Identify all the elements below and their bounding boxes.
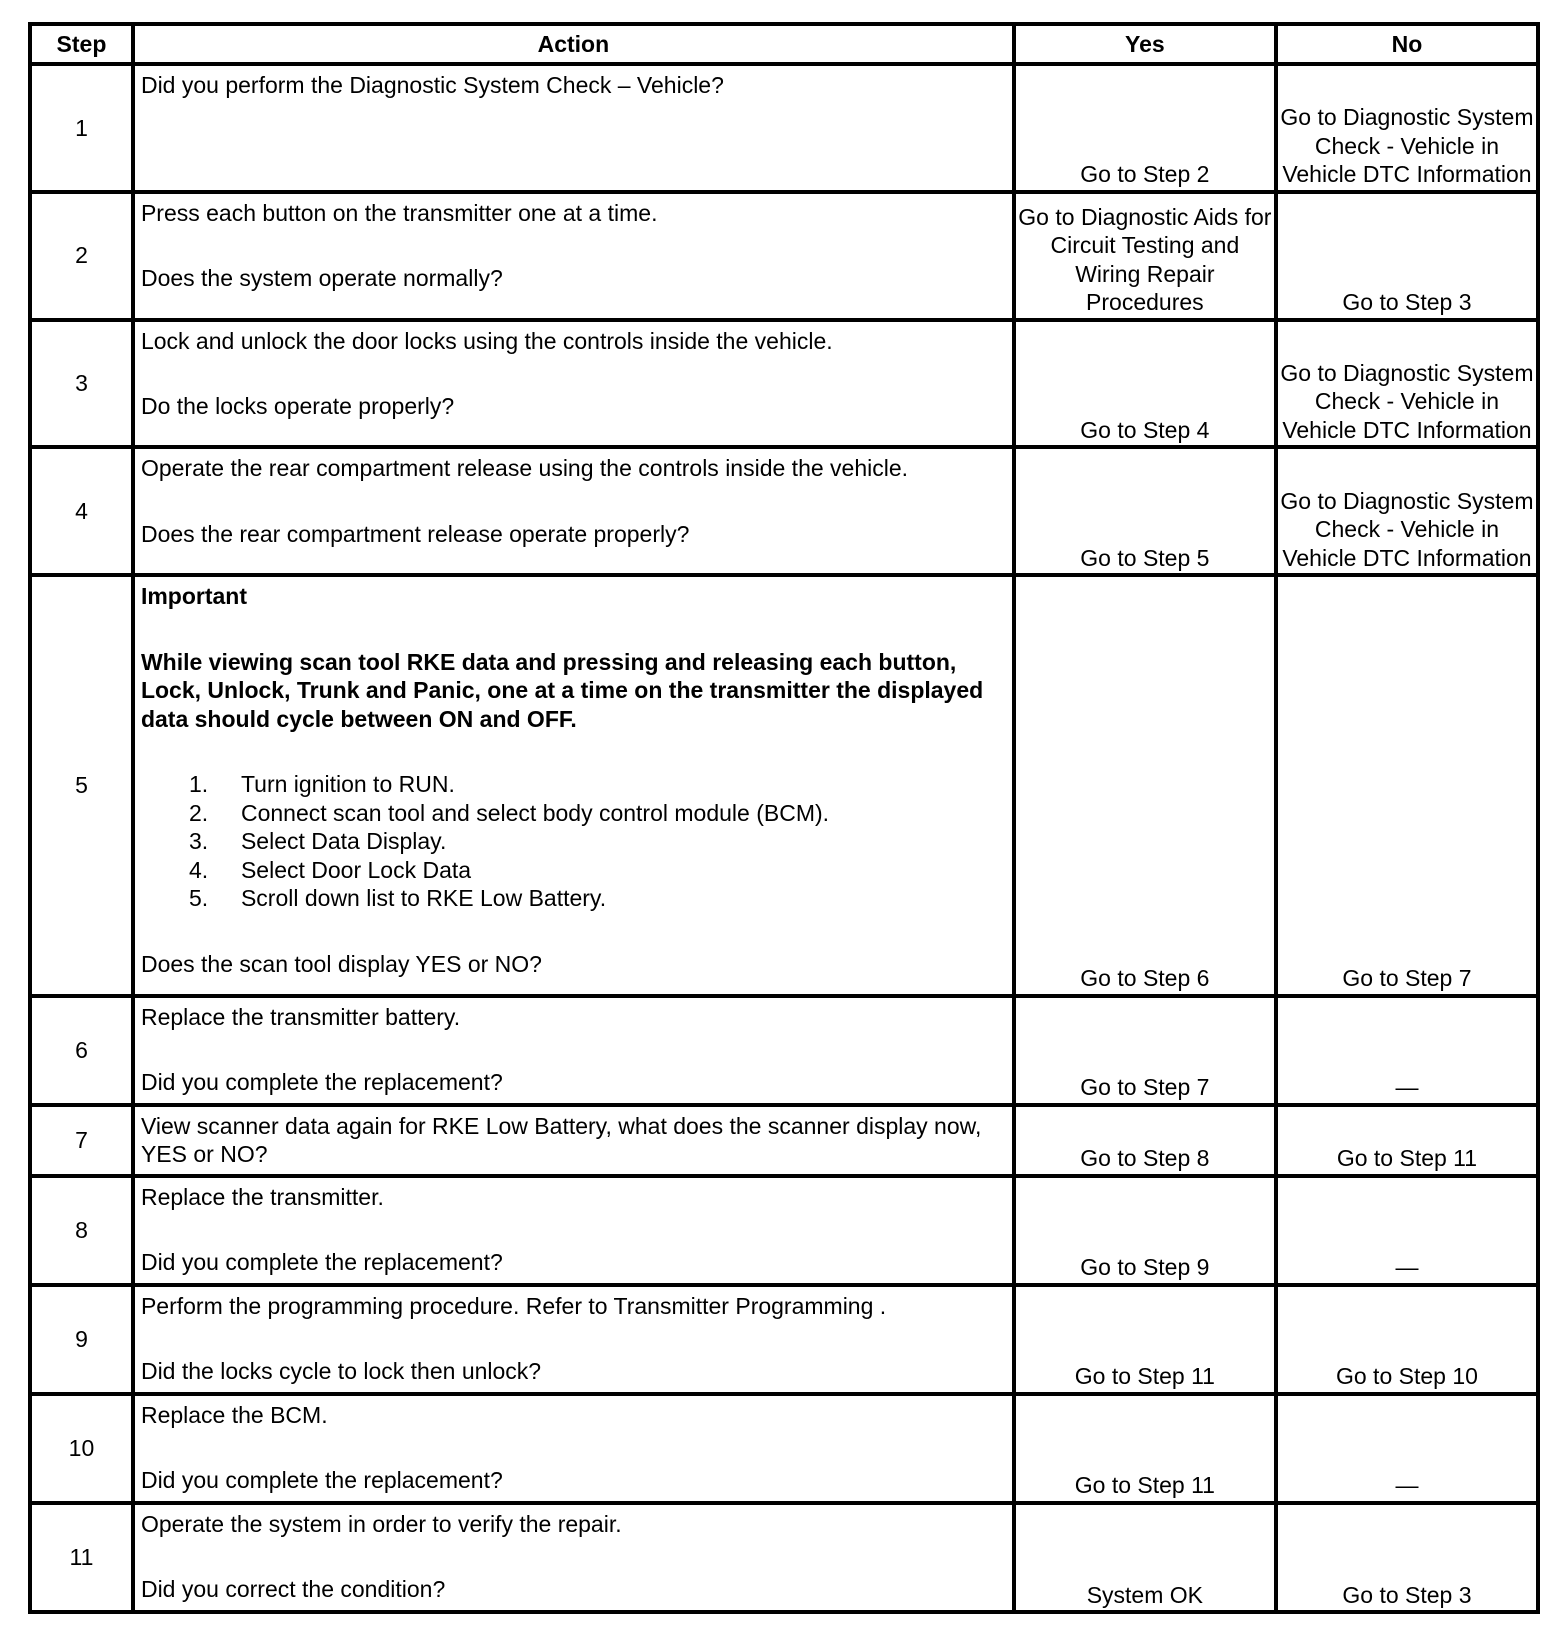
step-number: 5 [30,575,133,996]
table-row [30,447,1538,575]
action-text: Operate the system in order to verify the repair. [140,1510,622,1537]
action-cell [133,192,1014,320]
step-number: 9 [30,1285,133,1394]
yes-cell: Go to Diagnostic Aids for Circuit Testing and Wiring Repair Procedures [1014,192,1276,320]
action-question: Did you correct the condition? [140,1576,446,1603]
list-item: 1. Turn ignition to RUN. [188,771,455,798]
yes-cell: Go to Step 11 [1014,1394,1276,1503]
diagnostic-table [28,22,1540,1614]
action-cell [133,1285,1014,1394]
action-text: Operate the rear compartment release using the controls inside the vehicle. [140,455,909,482]
list-item: 3. Select Data Display. [188,828,447,855]
action-cell [133,64,1014,192]
header-step: Step [30,24,133,64]
action-text: Press each button on the transmitter one at a time. [140,199,658,226]
yes-cell: Go to Step 5 [1014,447,1276,575]
table-row [30,320,1538,448]
step-number: 7 [30,1105,133,1176]
list-item: 4. Select Door Lock Data [188,856,472,883]
action-question: Did you complete the replacement? [140,1467,503,1494]
list-item: 5. Scroll down list to RKE Low Battery. [188,885,607,912]
action-text: Lock and unlock the door locks using the controls inside the vehicle. [140,327,833,354]
header-row [30,24,1538,64]
no-cell: Go to Diagnostic System Check - Vehicle in Vehicle DTC Information [1276,447,1538,575]
action-text: Replace the transmitter battery. [140,1003,461,1030]
procedure-list [141,770,1006,913]
action-text: Replace the transmitter. [140,1183,384,1210]
no-cell: — [1276,1394,1538,1503]
action-cell [133,320,1014,448]
table-row [30,1176,1538,1285]
no-cell: Go to Step 3 [1276,192,1538,320]
action-text: View scanner data again for RKE Low Battery, what does the scanner display now, YES or NO? [140,1112,982,1168]
no-cell: Go to Step 7 [1276,575,1538,996]
step-number: 6 [30,996,133,1105]
table-row [30,1503,1538,1612]
action-cell [133,1394,1014,1503]
no-cell: Go to Step 10 [1276,1285,1538,1394]
action-question: Did the locks cycle to lock then unlock? [140,1358,542,1385]
action-cell [133,575,1014,996]
action-question: Does the rear compartment release operate properly? [140,520,690,547]
yes-cell: System OK [1014,1503,1276,1612]
table-row [30,996,1538,1105]
no-cell: Go to Diagnostic System Check - Vehicle in Vehicle DTC Information [1276,320,1538,448]
table-row [30,1105,1538,1176]
step-number: 1 [30,64,133,192]
header-yes: Yes [1014,24,1276,64]
yes-cell: Go to Step 2 [1014,64,1276,192]
action-question: Do the locks operate properly? [140,393,455,420]
action-text: Did you perform the Diagnostic System Check – Vehicle? [140,72,724,98]
action-cell [133,1503,1014,1612]
yes-cell: Go to Step 7 [1014,996,1276,1105]
yes-cell: Go to Step 9 [1014,1176,1276,1285]
action-cell [133,447,1014,575]
step-number: 3 [30,320,133,448]
step-number: 8 [30,1176,133,1285]
yes-cell: Go to Step 4 [1014,320,1276,448]
table-row [30,1394,1538,1503]
yes-cell: Go to Step 6 [1014,575,1276,996]
no-cell: — [1276,1176,1538,1285]
no-cell: Go to Diagnostic System Check - Vehicle in Vehicle DTC Information [1276,64,1538,192]
no-cell: — [1276,996,1538,1105]
action-question: Does the scan tool display YES or NO? [140,950,542,977]
action-text: Perform the programming procedure. Refer to Transmitter Programming . [140,1292,887,1319]
action-question: Did you complete the replacement? [140,1069,503,1096]
table-row [30,575,1538,996]
header-no: No [1276,24,1538,64]
yes-cell: Go to Step 8 [1014,1105,1276,1176]
step-number: 2 [30,192,133,320]
step-number: 4 [30,447,133,575]
action-cell [133,1105,1014,1176]
step-number: 11 [30,1503,133,1612]
table-row [30,192,1538,320]
table-row [30,64,1538,192]
action-cell [133,996,1014,1105]
no-cell: Go to Step 11 [1276,1105,1538,1176]
step-number: 10 [30,1394,133,1503]
list-item: 2. Connect scan tool and select body control module (BCM). [188,799,830,826]
action-question: Does the system operate normally? [140,265,503,292]
yes-cell: Go to Step 11 [1014,1285,1276,1394]
important-text: While viewing scan tool RKE data and pressing and releasing each button, Lock, Unlock, Trunk and Panic, one at a time on the transmitter the displayed data should cycle between ON and OFF. [140,648,984,732]
table-row [30,1285,1538,1394]
action-text: Replace the BCM. [140,1401,328,1428]
action-cell [133,1176,1014,1285]
important-title: Important [140,583,248,610]
action-question: Did you complete the replacement? [140,1249,503,1276]
header-action: Action [133,24,1014,64]
no-cell: Go to Step 3 [1276,1503,1538,1612]
